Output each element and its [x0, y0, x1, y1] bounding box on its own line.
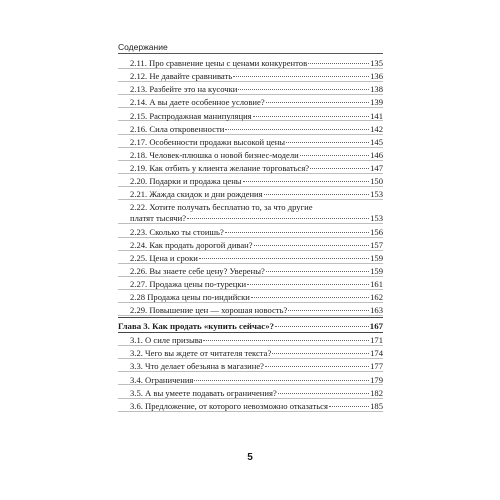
dot-leader — [266, 102, 369, 103]
toc-entry — [118, 251, 383, 264]
dot-leader — [288, 310, 369, 311]
toc-entry-page: 161 — [370, 278, 383, 289]
toc-entry — [118, 148, 383, 161]
toc-entry-title: 2.20. Подарки и продажа цены — [130, 176, 242, 187]
toc-entry-title: 3.4. Ограничения — [130, 374, 194, 385]
toc-entry-page: 177 — [370, 361, 383, 372]
dot-leader — [264, 194, 369, 195]
toc-entry — [118, 121, 383, 134]
toc-entry-page: 147 — [370, 162, 383, 173]
dot-leader — [203, 340, 369, 341]
toc-entry-page: 153 — [370, 212, 383, 223]
toc-entry-page: 142 — [370, 123, 383, 134]
dot-leader — [275, 326, 369, 327]
toc-entry — [118, 56, 383, 69]
toc-entry — [118, 277, 383, 290]
toc-entry — [118, 161, 383, 174]
toc-entry-page: 153 — [370, 189, 383, 200]
dot-leader — [329, 406, 369, 407]
toc-entry-page: 179 — [370, 374, 383, 385]
toc-entry — [118, 303, 383, 316]
dot-leader — [310, 168, 369, 169]
page-number: 5 — [247, 452, 253, 463]
toc-entry — [118, 174, 383, 187]
toc-entry — [118, 108, 383, 121]
header-divider — [118, 53, 383, 54]
toc-entry-page: 171 — [370, 335, 383, 346]
toc-entry — [118, 264, 383, 277]
toc-entry-title: 2.19. Как отбить у клиента желание торговаться? — [130, 162, 310, 173]
toc-entry — [118, 399, 383, 412]
dot-leader — [266, 271, 369, 272]
toc-entry-page: 162 — [370, 292, 383, 303]
toc-entry-title: 2.29. Повышение цен — хорошая новость? — [130, 305, 288, 316]
toc-entry-page: 167 — [369, 321, 383, 332]
toc-entry-page: 138 — [370, 84, 383, 95]
toc-entry-title-continued: платят тысячи? — [130, 212, 187, 223]
toc-entry-page: 159 — [370, 265, 383, 276]
dot-leader — [194, 380, 369, 381]
dot-leader — [253, 116, 369, 117]
toc-entry — [118, 359, 383, 372]
dot-leader — [300, 155, 369, 156]
toc-entry — [118, 290, 383, 303]
toc-entry-title: 2.13. Разбейте это на кусочки — [130, 84, 238, 95]
toc-entry-title: 2.22. Хотите получать бесплатно то, за что другие — [130, 202, 313, 213]
toc-entry-page: 157 — [370, 239, 383, 250]
toc-entry-page: 174 — [370, 348, 383, 359]
dot-leader — [254, 245, 370, 246]
toc-entry — [118, 372, 383, 385]
toc-entry-title: Глава 3. Как продать «купить сейчас»? — [118, 321, 275, 332]
toc-entry-title: 2.27. Продажа цены по-турецки — [130, 278, 247, 289]
toc-entry-title: 2.26. Вы знаете себе цену? Уверены? — [130, 265, 265, 276]
toc-entry — [118, 200, 383, 224]
toc-entry — [118, 135, 383, 148]
dot-leader — [286, 142, 369, 143]
dot-leader — [308, 63, 369, 64]
dot-leader — [278, 393, 369, 394]
toc-entry-page: 136 — [370, 71, 383, 82]
toc-entry — [118, 238, 383, 251]
toc-entry — [118, 346, 383, 359]
toc-entry — [118, 333, 383, 346]
toc-entry-title: 2.21. Жажда скидок и дни рождения — [130, 189, 263, 200]
toc-entry — [118, 385, 383, 398]
toc-entry-title: 2.25. Цена и сроки — [130, 252, 198, 263]
dot-leader — [251, 297, 369, 298]
toc-chapter-entry — [118, 317, 383, 333]
dot-leader — [243, 181, 370, 182]
toc-entry-page: 139 — [370, 97, 383, 108]
dot-leader — [225, 129, 369, 130]
toc-entry-title: 3.2. Чего вы ждете от читателя текста? — [130, 348, 272, 359]
toc-entry-title: 2.14. А вы даете особенное условие? — [130, 97, 265, 108]
toc-entry — [118, 95, 383, 108]
toc-entry-page: 145 — [370, 136, 383, 147]
toc-entry-page: 146 — [370, 149, 383, 160]
dot-leader — [233, 76, 369, 77]
dot-leader — [199, 258, 369, 259]
running-header: Содержание — [118, 42, 168, 52]
toc-entry-title: 3.6. Предложение, от которого невозможно отказаться — [130, 400, 328, 411]
toc-entry — [118, 69, 383, 82]
toc-entry-title: 3.3. Что делает обезьяна в магазине? — [130, 361, 264, 372]
dot-leader — [225, 232, 369, 233]
toc-entry-title: 3.1. О силе призыва — [130, 335, 203, 346]
toc-entry-title: 2.12. Не давайте сравнивать — [130, 71, 233, 82]
toc-entry-page: 135 — [370, 58, 383, 69]
toc-entry-page: 182 — [370, 387, 383, 398]
toc-entry — [118, 82, 383, 95]
dot-leader — [187, 218, 369, 219]
toc-entry-title: 2.16. Сила откровенности — [130, 123, 225, 134]
dot-leader — [247, 284, 369, 285]
toc-entry-title: 3.5. А вы умеете подавать ограничения? — [130, 387, 277, 398]
toc-entry-page: 159 — [370, 252, 383, 263]
toc-entry-page: 150 — [370, 176, 383, 187]
dot-leader — [238, 89, 369, 90]
toc-entry — [118, 187, 383, 200]
dot-leader — [272, 353, 369, 354]
toc-entry-page: 141 — [370, 110, 383, 121]
toc-entry-title: 2.11. Про сравнение цены с ценами конкурентов — [130, 58, 308, 69]
toc-entry-page: 156 — [370, 226, 383, 237]
toc-entry-title: 2.24. Как продать дорогой диван? — [130, 239, 253, 250]
toc-entry-page: 163 — [370, 305, 383, 316]
toc-entry — [118, 224, 383, 237]
dot-leader — [265, 366, 369, 367]
toc-entry-title: 2.18. Человек-плюшка о новой бизнес-модели — [130, 149, 299, 160]
table-of-contents — [118, 56, 383, 412]
toc-entry-title: 2.17. Особенности продажи высокой цены — [130, 136, 286, 147]
toc-entry-title: 2.15. Распродажная манипуляция — [130, 110, 252, 121]
toc-entry-title: 2.23. Сколько ты стоишь? — [130, 226, 224, 237]
toc-entry-page: 185 — [370, 400, 383, 411]
toc-entry-title: 2.28 Продажа цены по-индийски — [130, 292, 250, 303]
